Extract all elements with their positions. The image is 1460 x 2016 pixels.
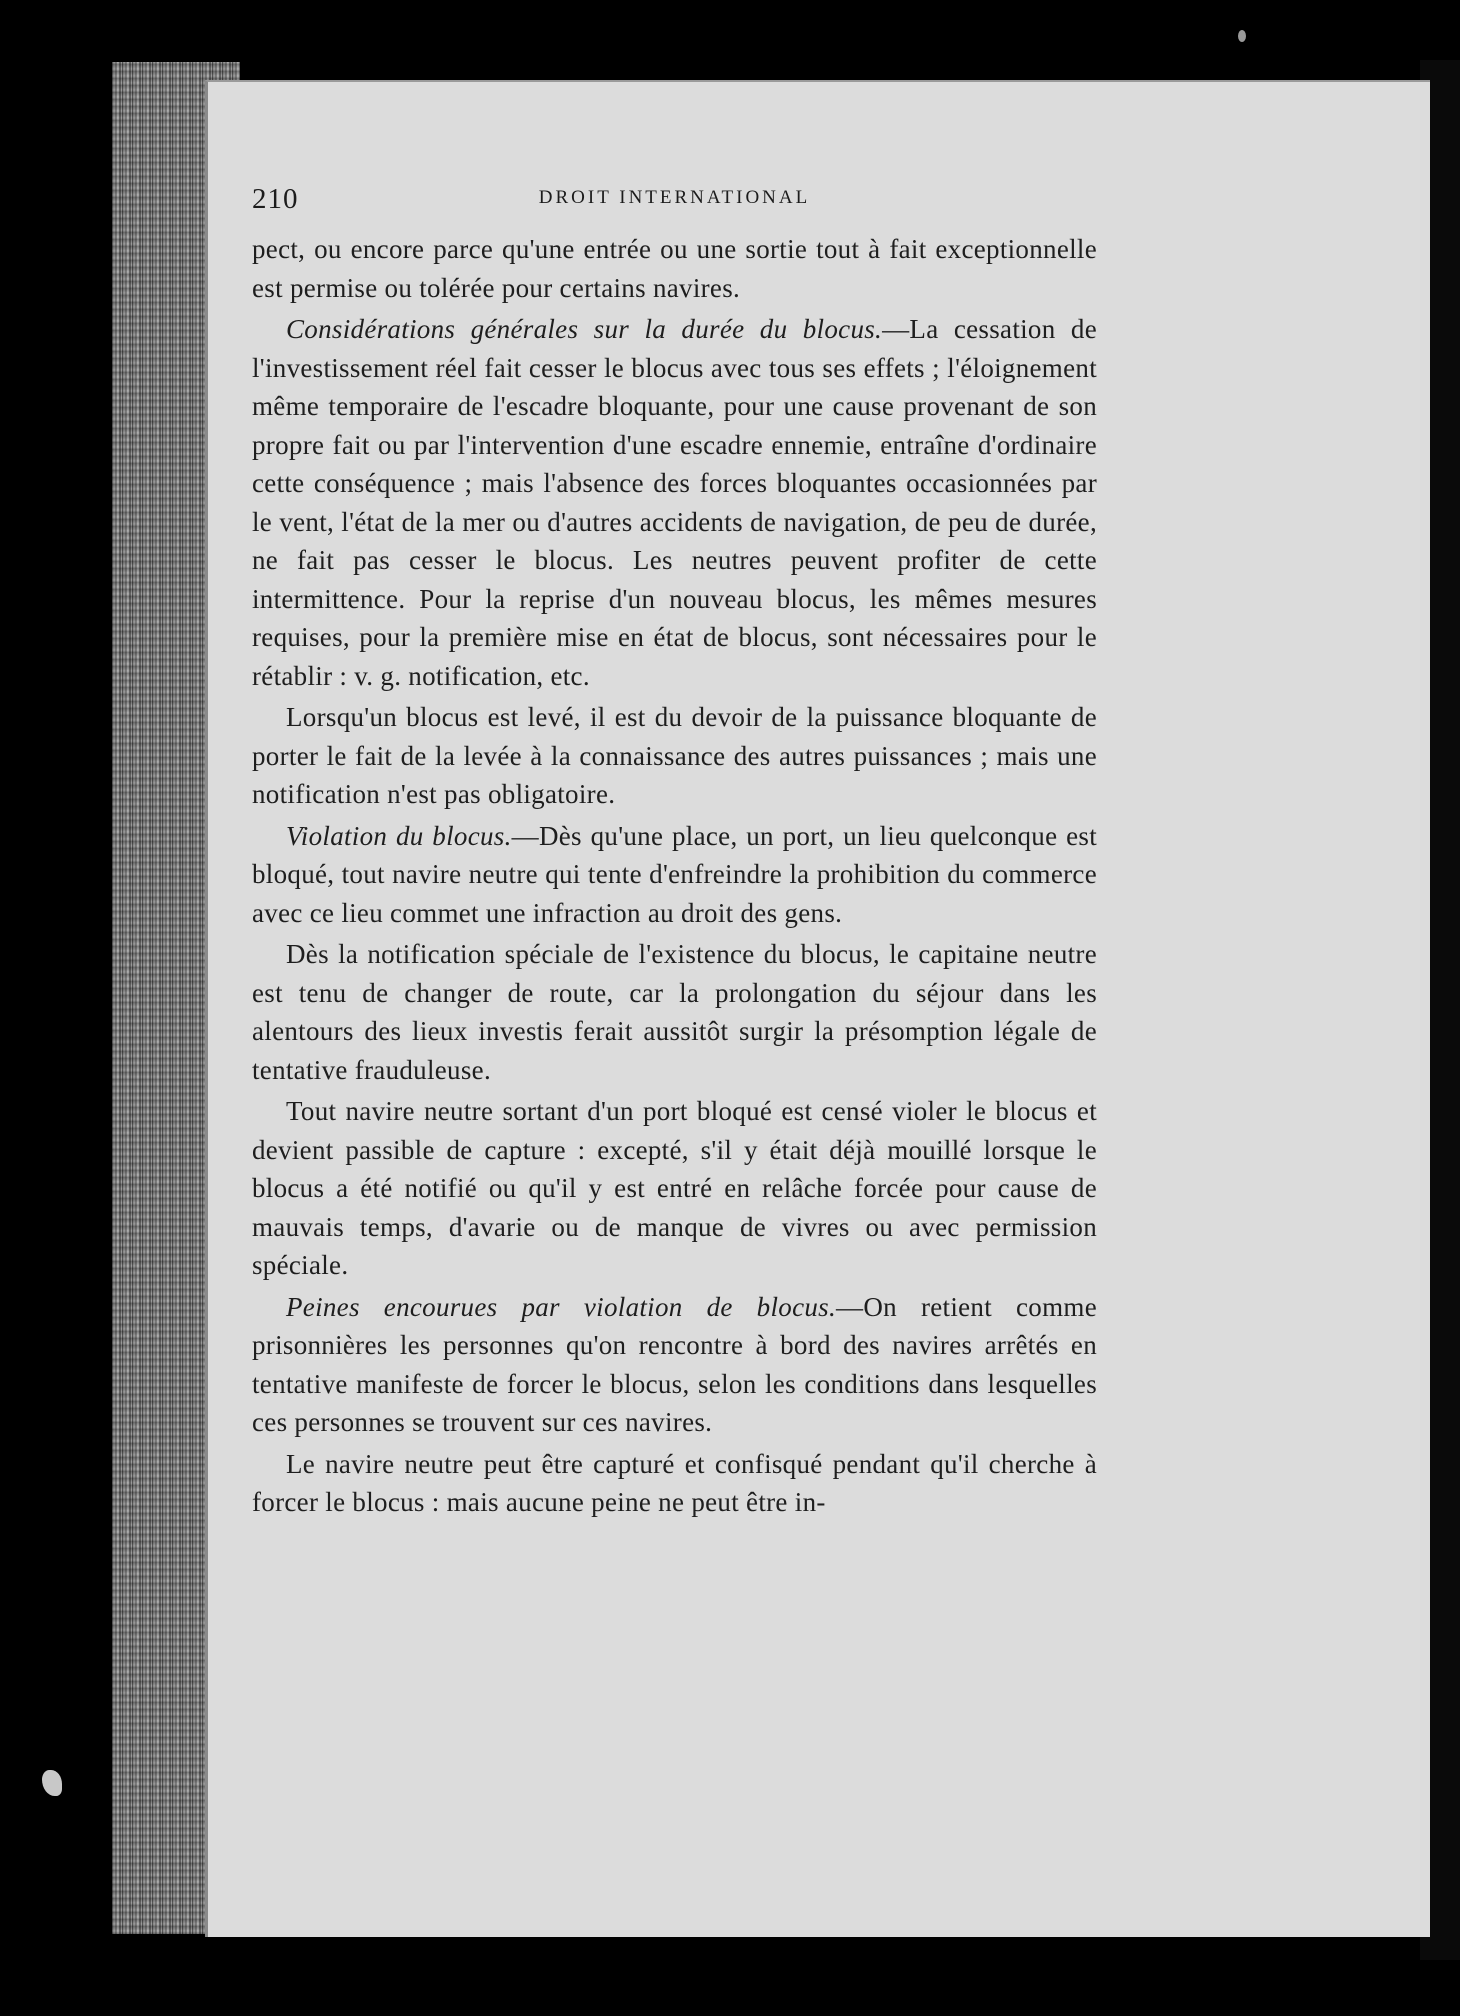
paragraph-text: Le navire neutre peut être capturé et confisqué pendant qu'il cherche à forcer le blocus : mais aucune peine ne peut être in-	[252, 1448, 1097, 1517]
paragraph	[252, 935, 1097, 1089]
paragraph	[252, 1288, 1097, 1442]
section-heading: Violation du blocus.	[286, 820, 512, 851]
paragraph	[252, 1092, 1097, 1285]
paragraph-text: Tout navire neutre sortant d'un port bloqué est censé violer le blocus et devient passible de capture : excepté, s'il y était déjà mouillé lorsque le blocus a été notifié ou qu'il y est entré en relâche forcée pour cause de mauvais temps, d'avarie ou de manque de vivres ou avec permission spéciale.	[252, 1096, 1097, 1280]
paragraph-text: Lorsqu'un blocus est levé, il est du devoir de la puissance bloquante de porter le fait de la levée à la connaissance des autres puissances ; mais une notification n'est pas obligatoire.	[252, 702, 1097, 809]
scan-smudge	[42, 1770, 62, 1796]
paragraph-text: pect, ou encore parce qu'une entrée ou une sortie tout à fait exceptionnelle est permise ou tolérée pour certains navires.	[252, 234, 1097, 303]
running-head: DROIT INTERNATIONAL	[538, 187, 811, 208]
body-text	[252, 230, 1097, 1525]
paragraph	[252, 698, 1097, 814]
section-heading: Peines encourues par violation de blocus.	[286, 1291, 837, 1322]
paragraph-text: —La cessation de l'investissement réel fait cesser le blocus avec tous ses effets ; l'éloignement même temporaire de l'escadre bloquante, pour une cause provenant de son propre fait ou par l'intervention d'une escadre ennemie, entraîne d'ordinaire cette conséquence ; mais l'absence des forces bloquantes occasionnées par le vent, l'état de la mer ou d'autres accidents de navigation, de peu de durée, ne fait pas cesser le blocus. Les neutres peuvent profiter de cette intermittence. Pour la reprise d'un nouveau blocus, les mêmes mesures requises, pour la première mise en état de blocus, sont nécessaires pour le rétablir : v. g. notification, etc.	[252, 314, 1097, 691]
paragraph	[252, 230, 1097, 307]
paragraph-text: Dès la notification spéciale de l'existence du blocus, le capitaine neutre est tenu de changer de route, car la prolongation du séjour dans les alentours des lieux investis ferait aussitôt surgir la présomption légale de tentative frauduleuse.	[252, 939, 1097, 1085]
paragraph	[252, 817, 1097, 933]
scan-speck	[1238, 30, 1246, 42]
page-header	[252, 183, 1097, 223]
page-number: 210	[252, 183, 299, 215]
section-heading: Considérations générales sur la durée du blocus.	[286, 314, 883, 344]
paragraph	[252, 310, 1097, 695]
paragraph-text: —Dès qu'une place, un port, un lieu quelconque est bloqué, tout navire neutre qui tente d'enfreindre la prohibition du commerce avec ce lieu commet une infraction au droit des gens.	[252, 820, 1097, 928]
paragraph	[252, 1445, 1097, 1522]
paragraph-text: —On retient comme prisonnières les personnes qu'on rencontre à bord des navires arrêtés en tentative manifeste de forcer le blocus, selon les conditions dans lesquelles ces personnes se trouvent sur ces navires.	[252, 1291, 1097, 1437]
